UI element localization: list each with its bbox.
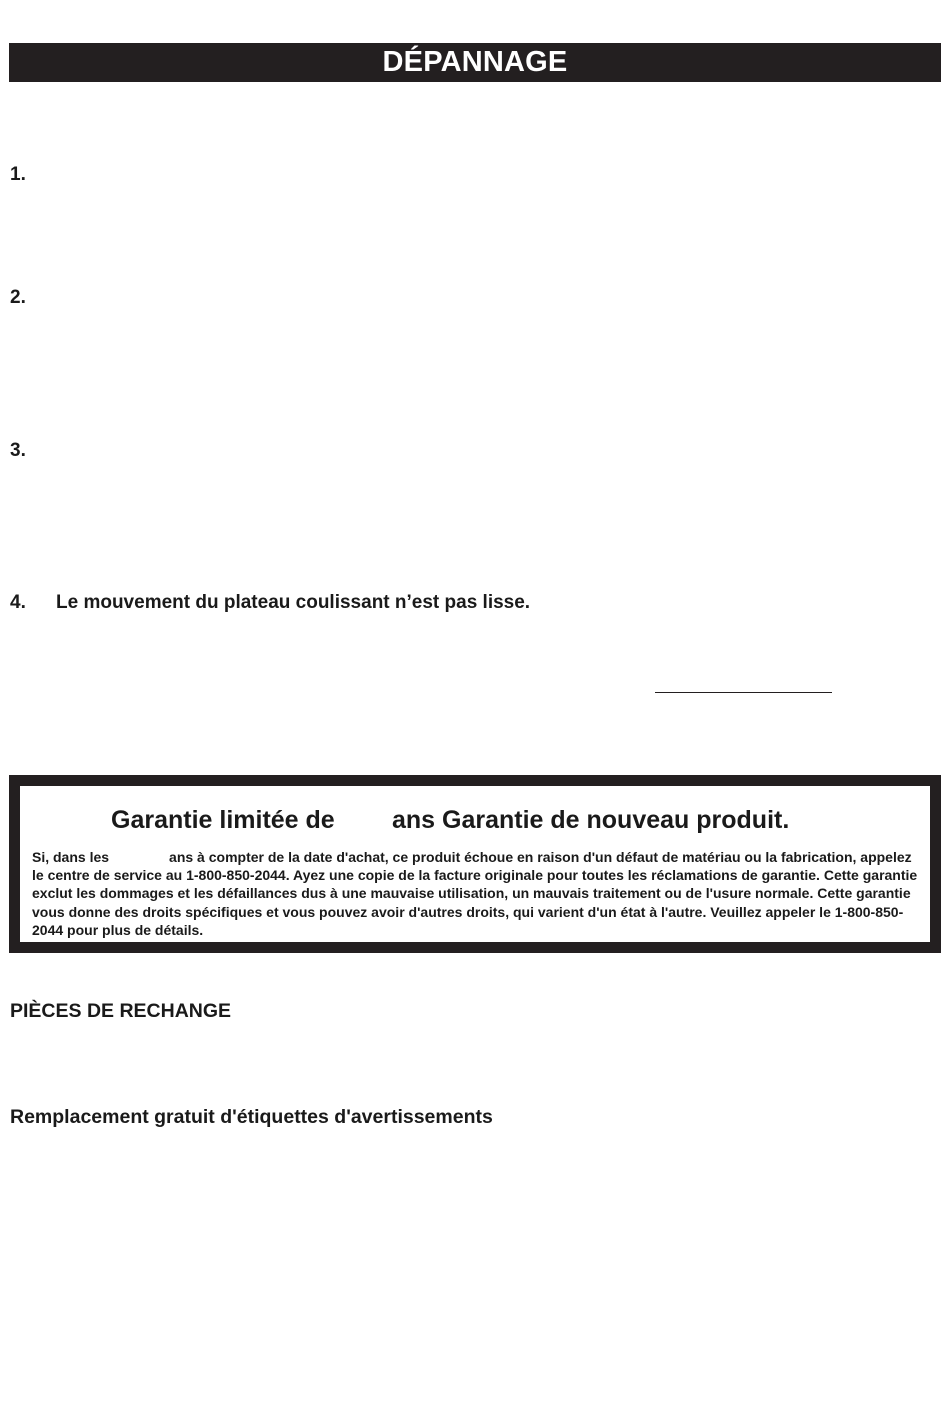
warranty-body <box>32 848 924 939</box>
warranty-body-part1: Si, dans les <box>32 849 110 865</box>
page-title-banner <box>9 43 941 82</box>
warranty-title-part2: ans Garantie de nouveau produit. <box>392 806 790 834</box>
warranty-box <box>9 775 941 953</box>
warranty-box-inner <box>20 786 930 942</box>
troubleshooting-item-4-text: Le mouvement du plateau coulissant n’est pas lisse. <box>56 592 531 613</box>
troubleshooting-item-2-number: 2. <box>10 287 26 308</box>
troubleshooting-item-4-number: 4. <box>10 592 26 613</box>
blank-underline-rule <box>655 692 832 693</box>
warranty-body-part2: ans à compter de la date d'achat, ce produit échoue en raison d'un défaut de matériau ou la fabrication, appelez le centre de service au 1-800-850-2044. Ayez une copie de la facture originale pour toutes les réclamations de garantie. Cette garantie exclut les dommages et les défaillances dus à une mauvaise utilisation, un mauvais traitement ou de l'usure normale. Cette garantie vous donne des droits spécifiques et vous pouvez avoir d'autres droits, qui varient d'un état à l'autre. Veuillez appeler le 1-800-850-2044 pour plus de détails. <box>32 849 918 938</box>
replacement-parts-heading: PIÈCES DE RECHANGE <box>10 1000 232 1022</box>
warranty-title-part1: Garantie limitée de <box>111 806 335 834</box>
page-title: DÉPANNAGE <box>382 46 568 78</box>
troubleshooting-item-1-number: 1. <box>10 164 26 185</box>
troubleshooting-item-3-number: 3. <box>10 440 26 461</box>
warning-labels-heading: Remplacement gratuit d'étiquettes d'avertissements <box>10 1106 493 1128</box>
